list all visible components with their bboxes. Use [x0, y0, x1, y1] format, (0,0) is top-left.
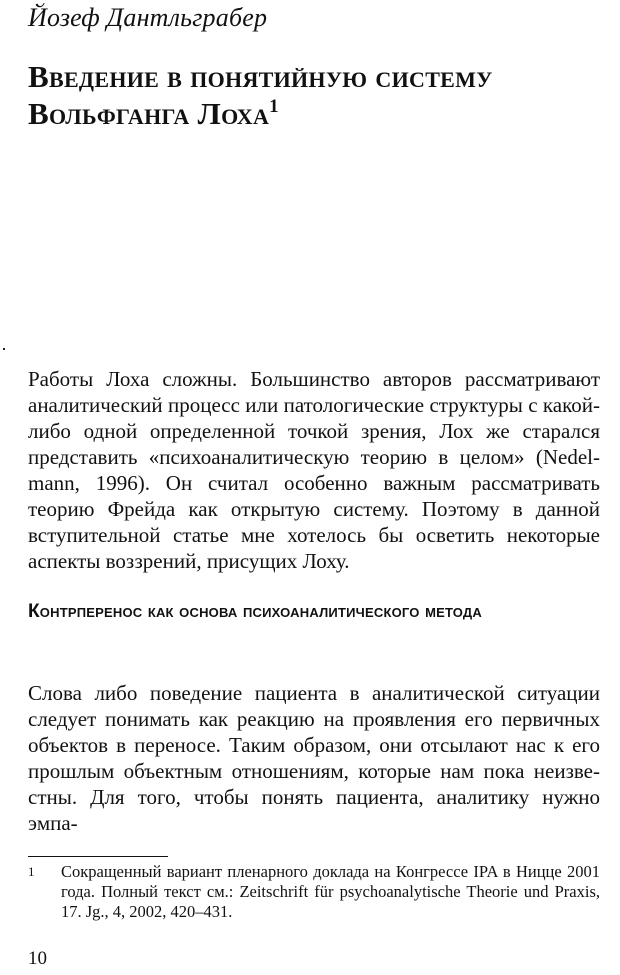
- title-footnote-mark: 1: [269, 96, 279, 117]
- article-title: [28, 59, 603, 131]
- paragraph-intro: Работы Лоха сложны. Большинство авторов рассматривают аналитический процесс или патологические структуры с какой-либо одной определенной точкой зрения, Лох же старался представить «психоаналитическую теорию в целом» (Nedelmann, 1996). Он считал особенно важным рассматривать теорию Фрейда как открытую систему. Поэтому в данной вступительной статье мне хотелось бы осветить некоторые аспекты воззрений, присущих Лоху.: [28, 367, 600, 573]
- section-heading: Контрперенос как основа психоаналитического метода: [28, 601, 482, 622]
- margin-mark: [3, 348, 5, 350]
- footnote-number: 1: [28, 864, 35, 879]
- page-number: 10: [28, 948, 47, 969]
- paragraph-section-1: Слова либо поведение пациента в аналитической ситуации следует понимать как реакцию на проявления его первичных объектов в переносе. Таким образом, они отсылают нас к его прошлым объектным отношениям, которые нам пока неизвестны. Для того, чтобы понять пациента, аналитику нужно эмпа-: [28, 681, 600, 835]
- footnote-text: Сокращенный вариант пленарного доклада на Конгрессе IPA в Ницце 2001 года. Полный текст см.: Zeitschrift für psychoanalytische Theorie und Praxis, 17. Jg., 4, 2002, 420–431.: [61, 862, 600, 921]
- footnote: [28, 862, 600, 922]
- footnote-divider: [28, 856, 168, 857]
- article-title-text: Введение в понятийную систему Вольфганга Лоха: [28, 59, 493, 131]
- author-name: Йозеф Дантльграбер: [28, 3, 268, 32]
